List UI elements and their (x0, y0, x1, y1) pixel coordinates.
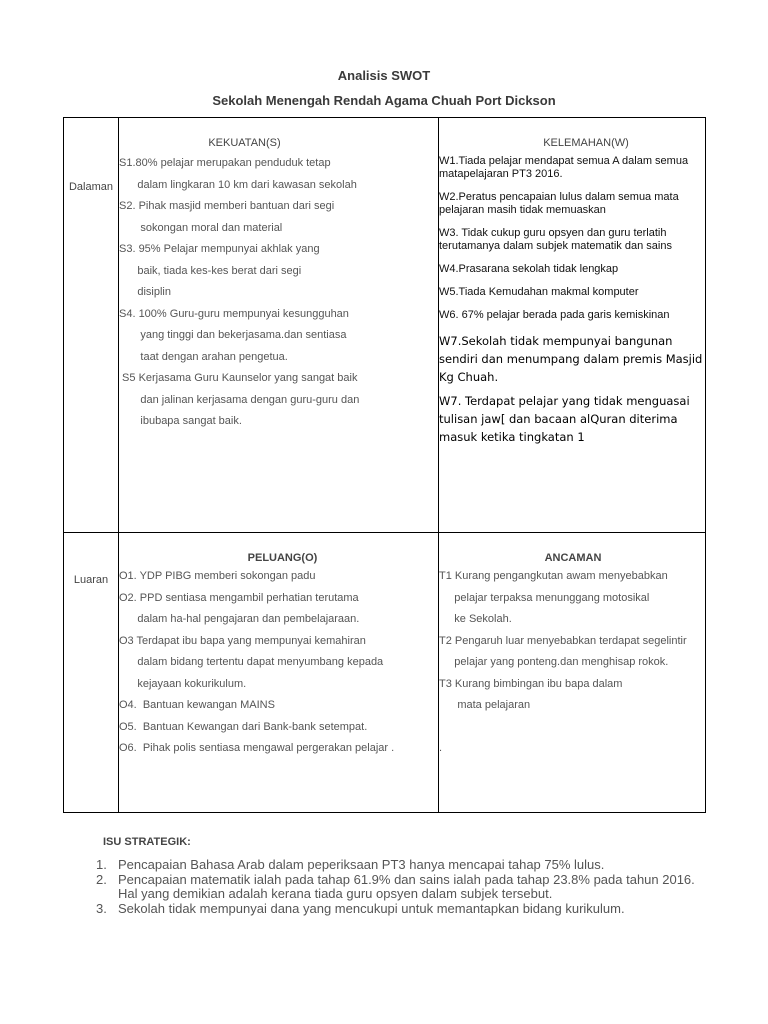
opportunity-line: O4. Bantuan kewangan MAINS (119, 699, 275, 711)
strategic-issue-text: Pencapaian matematik ialah pada tahap 61.9% dan sains ialah pada tahap 23.8% pada tahun 2016. Hal yang demikian adalah kerana tiada guru opsyen dalam subjek tersebut. (118, 871, 695, 901)
internal-label-cell (64, 118, 119, 533)
weakness-item-large: W7. Terdapat pelajar yang tidak menguasai tulisan jaw[ dan bacaan alQuran diterima masuk ketika tingkatan 1 (439, 394, 690, 444)
external-row (64, 533, 706, 813)
strengths-heading: KEKUATAN(S) (208, 137, 281, 149)
opportunity-line: O2. PPD sentiasa mengambil perhatian terutama (119, 591, 359, 604)
strength-line: S5 Kerjasama Guru Kaunselor yang sangat baik (119, 372, 358, 384)
strength-line: ibubapa sangat baik. (119, 415, 242, 427)
weaknesses-list (439, 155, 705, 446)
strength-line: taat dengan arahan pengetua. (119, 350, 288, 363)
external-label: Luaran (73, 574, 109, 586)
opportunity-line: O3 Terdapat ibu bapa yang mempunyai kemahiran (119, 634, 366, 647)
weakness-item: W5.Tiada Kemudahan makmal komputer (439, 286, 639, 298)
threat-line: T3 Kurang bimbingan ibu bapa dalam (439, 677, 623, 690)
threat-line: mata pelajaran (439, 699, 531, 711)
strategic-issue-number: 3. (96, 900, 107, 916)
threat-line (439, 717, 705, 739)
internal-row (64, 118, 706, 533)
strength-line: disiplin (119, 286, 171, 298)
strength-line: yang tinggi dan bekerjasama.dan sentiasa (119, 329, 347, 341)
strength-line: sokongan moral dan material (119, 221, 283, 234)
threat-line: ke Sekolah. (439, 613, 512, 625)
strength-line: S4. 100% Guru-guru mempunyai kesungguhan (119, 307, 349, 320)
strategic-issue-text: Sekolah tidak mempunyai dana yang mencukupi untuk memantapkan bidang kurikulum. (118, 900, 625, 916)
strength-line: S3. 95% Pelajar mempunyai akhlak yang (119, 243, 320, 255)
opportunity-line: dalam bidang tertentu dapat menyumbang kepada (119, 656, 384, 668)
opportunity-line: dalam ha-hal pengajaran dan pembelajaraan. (119, 613, 360, 625)
document-subtitle: Sekolah Menengah Rendah Agama Chuah Port Dickson (212, 93, 556, 108)
weakness-item: W1.Tiada pelajar mendapat semua A dalam semua matapelajaran PT3 2016. (439, 155, 689, 180)
opportunity-line: O6. Pihak polis sentiasa mengawal pergerakan pelajar . (119, 742, 395, 754)
strategic-issues-heading: ISU STRATEGIK: (103, 836, 191, 848)
strategic-issues-list (96, 858, 716, 916)
strategic-issue-number: 2. (96, 871, 107, 887)
strength-line: S1.80% pelajar merupakan penduduk tetap (119, 157, 331, 169)
strength-line: dan jalinan kerjasama dengan guru-guru dan (119, 393, 360, 406)
weakness-item: W2.Peratus pencapaian lulus dalam semua mata pelajaran masih tidak memuaskan (439, 191, 679, 216)
opportunities-heading: PELUANG(O) (247, 552, 318, 564)
strengths-list (119, 153, 438, 433)
swot-table (63, 117, 706, 813)
strategic-issue-item (96, 873, 716, 902)
external-label-cell (64, 533, 119, 813)
strengths-cell (119, 118, 439, 533)
threats-heading: ANCAMAN (544, 552, 602, 564)
internal-label: Dalaman (68, 181, 114, 193)
threat-line: . (439, 742, 443, 754)
strength-line: S2. Pihak masjid memberi bantuan dari segi (119, 200, 335, 212)
threats-cell (439, 533, 706, 813)
strength-line: dalam lingkaran 10 km dari kawasan sekolah (119, 178, 357, 191)
threat-line: pelajar yang ponteng.dan menghisap rokok. (439, 656, 669, 668)
document-title: Analisis SWOT (337, 68, 431, 83)
weakness-item: W3. Tidak cukup guru opsyen dan guru terlatih terutamanya dalam subjek matematik dan sains (439, 227, 672, 252)
strength-line: baik, tiada kes-kes berat dari segi (119, 264, 302, 277)
weaknesses-heading: KELEMAHAN(W) (543, 137, 629, 149)
strategic-issue-number: 1. (96, 857, 107, 872)
opportunity-line: kejayaan kokurikulum. (119, 677, 247, 690)
opportunity-line: O1. YDP PIBG memberi sokongan padu (119, 570, 316, 582)
strategic-issue-text: Pencapaian Bahasa Arab dalam peperiksaan PT3 hanya mencapai tahap 75% lulus. (118, 857, 605, 872)
threat-line: pelajar terpaksa menunggang motosikal (439, 591, 650, 604)
opportunities-cell (119, 533, 439, 813)
threats-list (439, 566, 705, 760)
weakness-item-large: W7.Sekolah tidak mempunyai bangunan sendiri dan menumpang dalam premis Masjid Kg Chuah. (439, 334, 703, 384)
strategic-issue-item (96, 858, 716, 873)
weakness-item: W4.Prasarana sekolah tidak lengkap (439, 263, 619, 275)
threat-line: T1 Kurang pengangkutan awam menyebabkan (439, 570, 668, 582)
weaknesses-cell (439, 118, 706, 533)
opportunity-line: O5. Bantuan Kewangan dari Bank-bank setempat. (119, 720, 368, 733)
weakness-item: W6. 67% pelajar berada pada garis kemiskinan (439, 309, 670, 321)
opportunities-list (119, 566, 438, 760)
threat-line: T2 Pengaruh luar menyebabkan terdapat segelintir (439, 634, 687, 647)
strategic-issue-item (96, 902, 716, 917)
